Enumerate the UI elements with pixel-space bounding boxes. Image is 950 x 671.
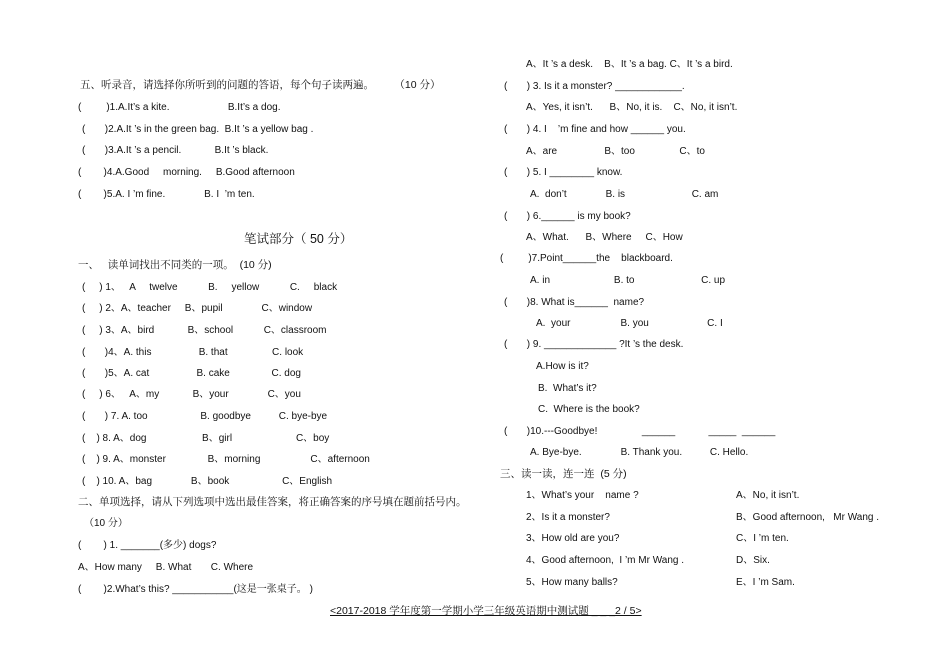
choice-question-6: ( ) 6.______ is my book? bbox=[504, 211, 631, 222]
odd-one-out-item-8: ( ) 8. A、dog B、girl C、boy bbox=[82, 433, 330, 444]
odd-one-out-item-1: ( ) 1、 A twelve B. yellow C. black bbox=[82, 282, 338, 293]
listening-item-5: ( )5.A. I ’m fine. B. I ’m ten. bbox=[78, 189, 255, 200]
match-answer-c: C、I ’m ten. bbox=[736, 533, 789, 544]
match-answer-b: B、Good afternoon, Mr Wang . bbox=[736, 512, 880, 523]
choice-question-9-option-b: B. What’s it? bbox=[538, 383, 597, 394]
choice-question-9: ( ) 9. _____________ ?It ’s the desk. bbox=[504, 339, 684, 350]
section-3-heading: 三、读一读，连一连 (5 分) bbox=[500, 468, 627, 480]
choice-question-8: ( )8. What is______ name? bbox=[504, 297, 645, 308]
match-question-3: 3、How old are you? bbox=[526, 533, 620, 544]
section-1-heading: 一、 读单词找出不同类的一项。 (10 分) bbox=[78, 259, 272, 271]
odd-one-out-item-2: ( ) 2、A、teacher B、pupil C、window bbox=[82, 303, 313, 314]
choice-question-7-options: A. in B. to C. up bbox=[530, 275, 726, 286]
choice-question-2: ( )2.What’s this? ___________(这是一张桌子。 ) bbox=[78, 584, 313, 595]
match-answer-a: A、No, it isn’t. bbox=[736, 490, 800, 501]
written-part-title: 笔试部分（ 50 分） bbox=[244, 232, 353, 246]
odd-one-out-item-6: ( ) 6、 A、my B、your C、you bbox=[82, 389, 301, 400]
listening-item-2: ( )2.A.It ’s in the green bag. B.It ’s a yellow bag . bbox=[82, 124, 314, 135]
match-question-1: 1、What’s your name ? bbox=[526, 490, 639, 501]
choice-question-9-option-c: C. Where is the book? bbox=[538, 404, 640, 415]
listening-item-4: ( )4.A.Good morning. B.Good afternoon bbox=[78, 167, 295, 178]
listening-item-3: ( )3.A.It ’s a pencil. B.It ’s black. bbox=[82, 145, 269, 156]
odd-one-out-item-3: ( ) 3、A、bird B、school C、classroom bbox=[82, 325, 327, 336]
choice-question-3: ( ) 3. Is it a monster? ____________. bbox=[504, 81, 685, 92]
odd-one-out-item-9: ( ) 9. A、monster B、morning C、afternoon bbox=[82, 454, 370, 465]
choice-question-1-options: A、How many B. What C. Where bbox=[78, 562, 254, 573]
choice-question-8-options: A. your B. you C. I bbox=[536, 318, 723, 329]
odd-one-out-item-4: ( )4、A. this B. that C. look bbox=[82, 347, 304, 358]
odd-one-out-item-10: ( ) 10. A、bag B、book C、English bbox=[82, 476, 333, 487]
section-5-heading: 五、听录音，请选择你所听到的问题的答语，每个句子读两遍。 （10 分） bbox=[80, 79, 441, 91]
listening-item-1: ( )1.A.It’s a kite. B.It’s a dog. bbox=[78, 102, 281, 113]
choice-question-4-options: A、are B、too C、to bbox=[526, 146, 705, 157]
choice-question-9-option-a: A.How is it? bbox=[536, 361, 589, 372]
match-question-5: 5、How many balls? bbox=[526, 577, 618, 588]
section-2-heading: 二、单项选择，请从下列选项中选出最佳答案，将正确答案的序号填在题前括号内。 bbox=[78, 496, 467, 508]
page-footer: <2017-2018 学年度第一学期小学三年级英语期中测试题 _ _ _2 / 5> bbox=[330, 605, 642, 617]
choice-question-1: ( ) 1. _______(多少) dogs? bbox=[78, 540, 217, 551]
choice-question-10: ( )10.---Goodbye! ______ _____ ______ bbox=[504, 426, 776, 437]
match-answer-e: E、I ’m Sam. bbox=[736, 577, 795, 588]
section-2-points: （10 分） bbox=[84, 518, 128, 529]
match-answer-d: D、Six. bbox=[736, 555, 770, 566]
odd-one-out-item-5: ( )5、A. cat B. cake C. dog bbox=[82, 368, 301, 379]
choice-question-2-options: A、It ’s a desk. B、It ’s a bag. C、It ’s a bird. bbox=[526, 59, 733, 70]
choice-question-5: ( ) 5. I ________ know. bbox=[504, 167, 623, 178]
match-question-4: 4、Good afternoon, I ’m Mr Wang . bbox=[526, 555, 685, 566]
choice-question-3-options: A、Yes, it isn’t. B、No, it is. C、No, it isn’t. bbox=[526, 102, 738, 113]
choice-question-7: ( )7.Point______the blackboard. bbox=[500, 253, 673, 264]
match-question-2: 2、Is it a monster? bbox=[526, 512, 610, 523]
odd-one-out-item-7: ( ) 7. A. too B. goodbye C. bye-bye bbox=[82, 411, 328, 422]
choice-question-6-options: A、What. B、Where C、How bbox=[526, 232, 683, 243]
choice-question-10-options: A. Bye-bye. B. Thank you. C. Hello. bbox=[530, 447, 749, 458]
choice-question-4: ( ) 4. I ’m fine and how ______ you. bbox=[504, 124, 686, 135]
choice-question-5-options: A. don’t B. is C. am bbox=[530, 189, 719, 200]
